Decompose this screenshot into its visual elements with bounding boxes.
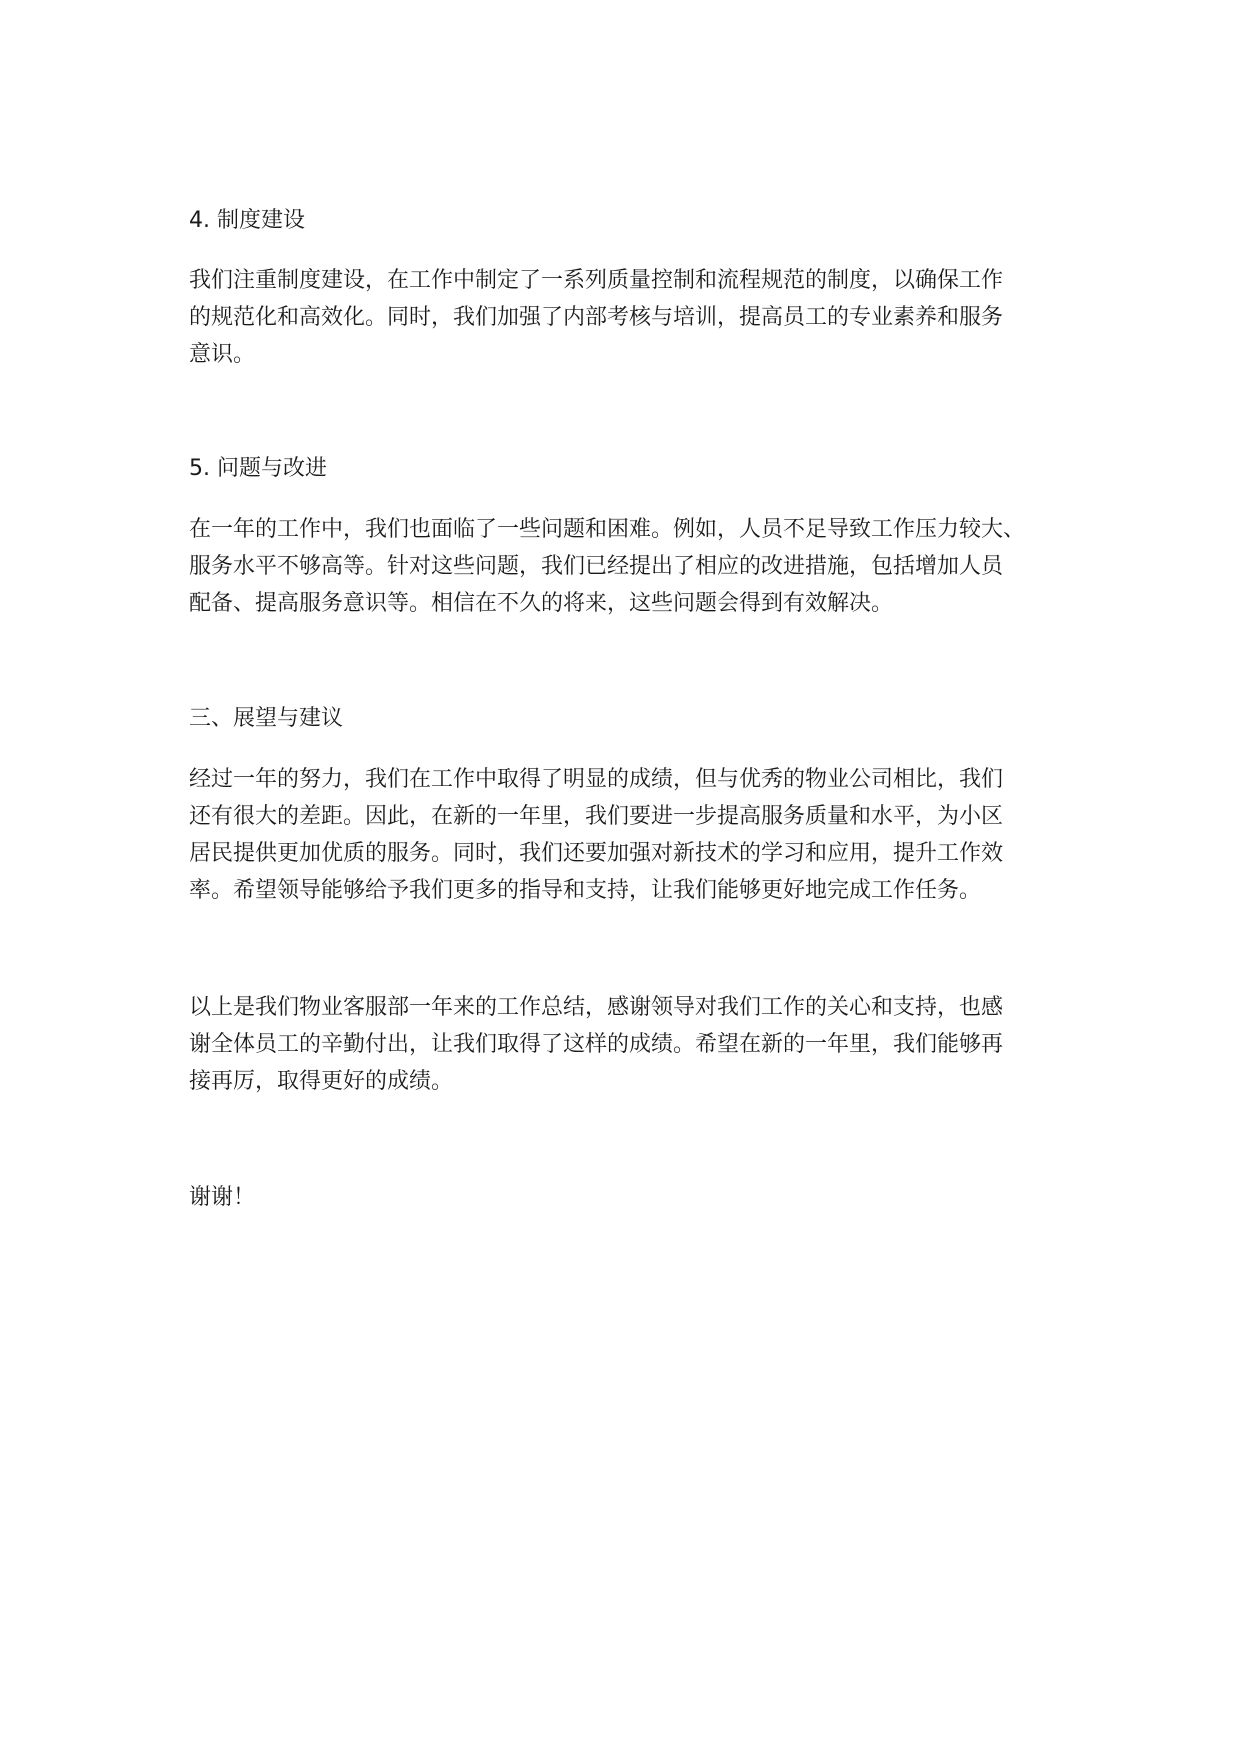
paragraph-closing-summary: 以上是我们物业客服部一年来的工作总结，感谢领导对我们工作的关心和支持，也感 谢全体员工的辛勤付出，让我们取得了这样的成绩。希望在新的一年里，我们能够再 接再厉，取得更好的成绩。 (189, 995, 1004, 1094)
paragraph-problems-improvement: 在一年的工作中，我们也面临了一些问题和困难。例如，人员不足导致工作压力较大、 服务水平不够高等。针对这些问题，我们已经提出了相应的改进措施，包括增加人员 配备、提高服务意识等。相信在不久的将来，这些问题会得到有效解决。 (189, 517, 1026, 616)
section-heading-problems-improvement: 5. 问题与改进 (189, 456, 327, 481)
section-heading-system-building: 4. 制度建设 (189, 208, 305, 233)
section-heading-outlook: 三、展望与建议 (189, 706, 344, 731)
paragraph-outlook: 经过一年的努力，我们在工作中取得了明显的成绩，但与优秀的物业公司相比，我们 还有很大的差距。因此，在新的一年里，我们要进一步提高服务质量和水平，为小区 居民提供更加优质的服务。同时，我们还要加强对新技术的学习和应用，提升工作效 率。希望领导能够给予我们更多的指导和支持，让我们能够更好地完成工作任务。 (189, 767, 1004, 903)
paragraph-system-building: 我们注重制度建设，在工作中制定了一系列质量控制和流程规范的制度，以确保工作 的规范化和高效化。同时，我们加强了内部考核与培训，提高员工的专业素养和服务 意识。 (189, 268, 1004, 367)
paragraph-thanks: 谢谢！ (189, 1185, 256, 1210)
